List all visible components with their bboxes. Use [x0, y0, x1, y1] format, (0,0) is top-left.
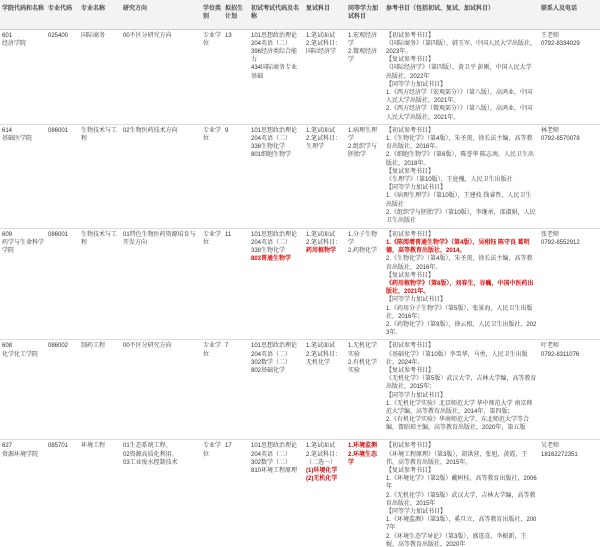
cell-text-line: 086001: [48, 127, 69, 134]
cell-text-line: 302数学（二）: [251, 459, 292, 466]
cell-text-line: 01生态系统工程、: [123, 443, 172, 450]
cell-text-line: 【初试参考书目】: [386, 127, 435, 134]
cell-text-line: 801细胞生物学: [251, 152, 292, 159]
cell-text-line: 803普通生物学: [251, 256, 292, 263]
retest-subjects-cell: [304, 440, 346, 547]
cell-text-line: 林老师: [541, 127, 560, 134]
exam-subjects-cell: [249, 340, 304, 440]
cell-text-line: 专业学位: [203, 231, 222, 246]
cell-text-line: 【同等学力加试书目】: [386, 297, 447, 304]
cell-text-line: 086001: [48, 231, 69, 238]
cell-text-line: 2.笔试科目：: [306, 135, 342, 142]
cell-text-line: 0792-8334029: [541, 40, 580, 47]
cell-text-line: 1.病理生理学: [348, 127, 378, 142]
cell-text-line: 国际经济学: [306, 48, 337, 55]
cell-text-line: 204英语（二）: [251, 239, 292, 246]
reference-books-cell: [384, 228, 539, 340]
cell-text-line: 生物技术与工程: [81, 127, 118, 142]
major-code-cell: [46, 340, 79, 440]
table-row: [0, 29, 600, 124]
header-retest: 复试科目: [304, 0, 346, 29]
cell-text-line: 【复试参考书目】: [386, 367, 435, 374]
cell-text-line: 204英语（二）: [251, 135, 292, 142]
cell-text-line: 614: [2, 127, 13, 134]
header-direction: 研究方向: [121, 0, 201, 29]
cell-text-line: 02资源高质化利用、: [123, 451, 178, 458]
cell-text-line: (1)环境化学: [306, 467, 338, 474]
cell-text-line: 338生物化学: [251, 248, 286, 255]
cell-text-line: 03工业废水控制技术: [123, 459, 178, 466]
cell-text-line: 【同等学力加试书目】: [386, 392, 447, 399]
cell-text-line: 0792-8311076: [541, 351, 580, 358]
degree-cell: [201, 440, 223, 547]
cell-text-line: 《无机化学》（第5版）武汉大学，吉林大学编，高等教育出版社，2015年；: [386, 376, 537, 391]
cell-text-line: 302数学（二）: [251, 359, 292, 366]
cell-text-line: 《国际商务》（第四版），韩玉军，中国人民大学出版社，2023年。: [386, 40, 537, 55]
extra-subjects-cell: [346, 228, 384, 340]
cell-text-line: 【复试参考书目】: [386, 467, 435, 474]
cell-text-line: 2.笔试科目：（二选一）: [306, 451, 342, 466]
cell-text-line: 叶老师: [541, 343, 560, 350]
cell-text-line: 1.《西方经济学（宏观部分）》（第八版），高鸿业，中国人民大学出版社，2021年。: [386, 89, 533, 105]
major-name-cell: [79, 29, 121, 124]
direction-cell: [121, 124, 201, 228]
plan-cell: [223, 340, 249, 440]
header-extra: 同等学力加试科目: [346, 0, 384, 29]
exam-subjects-cell: [249, 228, 304, 340]
table-row: [0, 124, 600, 228]
plan-cell: [223, 440, 249, 547]
cell-text-line: 2.《药物化学》（第9版），徐云根，人民卫生出版社，2023年。: [386, 321, 537, 337]
extra-subjects-cell: [346, 340, 384, 440]
direction-cell: [121, 340, 201, 440]
cell-text-line: 制药工程: [81, 343, 106, 350]
contact-cell: [539, 124, 600, 228]
retest-subjects-cell: [304, 340, 346, 440]
cell-text-line: 086002: [48, 343, 69, 350]
table-body: [0, 29, 600, 547]
cell-text-line: 化学化工学院: [2, 351, 39, 358]
header-exam: 初试考试代码及名称: [249, 0, 304, 29]
cell-text-line: 基础医学院: [2, 135, 33, 142]
degree-cell: [201, 29, 223, 124]
exam-subjects-cell: [249, 440, 304, 547]
cell-text-line: 02生物医药技术方向: [123, 127, 178, 134]
header-major-name: 专业名称: [79, 0, 121, 29]
cell-text-line: 1.《环境化学》（第2版）戴树桂，高等教育出版社，2006年: [386, 476, 537, 491]
cell-text-line: 【复试参考书目】: [386, 168, 435, 175]
college-cell: [0, 228, 46, 340]
exam-subjects-cell: [249, 29, 304, 124]
table-row: [0, 440, 600, 547]
cell-text-line: 【初试参考书目】: [386, 343, 435, 350]
major-name-cell: [79, 440, 121, 547]
cell-text-line: 1.笔试面试: [306, 32, 336, 39]
cell-text-line: 【同等学力加试书目】: [386, 81, 447, 88]
major-code-cell: [46, 440, 79, 547]
major-code-cell: [46, 228, 79, 340]
cell-text-line: 2.《细胞生物学》（第6版），陈誉华 陈志南，人民卫生出版社，2018年。: [386, 152, 535, 167]
cell-text-line: 627: [2, 443, 13, 450]
cell-text-line: 1.《病理生理学》（第10版），王建枝 钱睿哲，人民卫生出版社: [386, 193, 532, 208]
cell-text-line: 《环境工程原理》（第3版），胡洪营，张旭，黄霞，王伟，高等教育出版社，2015年。: [386, 451, 528, 466]
cell-text-line: 【初试参考书目】: [386, 32, 435, 39]
cell-text-line: 101思想政治理论: [251, 443, 298, 450]
cell-text-line: 11: [225, 231, 232, 238]
cell-text-line: 【同等学力加试书目】: [386, 185, 447, 192]
cell-text-line: 经济学院: [2, 40, 27, 47]
cell-text-line: 【复试参考书目】: [386, 57, 435, 64]
cell-text-line: 18162272351: [541, 451, 578, 458]
cell-text-line: 434国际商务专业基础: [251, 65, 298, 80]
major-code-cell: [46, 29, 79, 124]
cell-text-line: 生理学: [306, 144, 325, 151]
cell-text-line: 1.《药用分子生物学》（第5版），张景海，人民卫生出版社，2016年；: [386, 305, 533, 320]
degree-cell: [201, 124, 223, 228]
cell-text-line: 1.笔试面试: [306, 343, 336, 350]
cell-text-line: 资源环境学院: [2, 451, 39, 458]
cell-text-line: 1.环境监测: [348, 443, 378, 450]
major-name-cell: [79, 228, 121, 340]
cell-text-line: 1.无机化学实验: [348, 343, 378, 358]
cell-text-line: 00不区分研究方向: [123, 32, 172, 39]
cell-text-line: 【初试参考书目】: [386, 443, 435, 450]
cell-text-line: 2.笔试科目：: [306, 239, 342, 246]
extra-subjects-cell: [346, 124, 384, 228]
cell-text-line: 王老师: [541, 32, 560, 39]
plan-cell: [223, 29, 249, 124]
cell-text-line: 2.《生物化学》（第4版），朱圣庚，徐长法主编，高等教育出版社，2016年。: [386, 256, 533, 271]
extra-subjects-cell: [346, 440, 384, 547]
cell-text-line: 专业学位: [203, 32, 222, 47]
cell-text-line: 张老师: [541, 231, 560, 238]
cell-text-line: 2.《西方经济学（微观部分）》（第八版），高鸿业，中国人民大学出版社，2021年。: [386, 106, 533, 121]
cell-text-line: 1.笔试面试: [306, 443, 336, 450]
cell-text-line: 《国际经济学》（第四版），黄卫平 彭刚，中国人民大学出版社，2022年: [386, 65, 532, 80]
contact-cell: [539, 440, 600, 547]
plan-cell: [223, 124, 249, 228]
cell-text-line: 无机化学: [306, 359, 331, 366]
cell-text-line: 025400: [48, 32, 69, 39]
cell-text-line: 2.《无机化学》（第5版）武汉大学，吉林大学编，高等教育出版社，2015年: [386, 492, 536, 507]
header-college: 学院代码和名称: [0, 0, 46, 29]
cell-text-line: 2.《组织学与胚胎学》（第10版），李继承，邵淑娟，人民卫生出版社: [386, 209, 536, 224]
contact-cell: [539, 29, 600, 124]
cell-text-line: 810环境工程原理: [251, 467, 298, 474]
retest-subjects-cell: [304, 228, 346, 340]
college-cell: [0, 29, 46, 124]
cell-text-line: 1.宏观经济学: [348, 32, 378, 47]
cell-text-line: 吴老师: [541, 443, 560, 450]
major-code-cell: [46, 124, 79, 228]
plan-cell: [223, 228, 249, 340]
cell-text-line: 【复试参考书目】: [386, 272, 435, 279]
exam-subjects-cell: [249, 124, 304, 228]
table-row: [0, 340, 600, 440]
table-row: [0, 228, 600, 340]
cell-text-line: 专业学位: [203, 443, 222, 458]
cell-text-line: 609: [2, 231, 13, 238]
major-name-cell: [79, 340, 121, 440]
cell-text-line: 【同等学力加试书目】: [386, 509, 447, 515]
cell-text-line: 396经济类综合能力: [251, 48, 298, 64]
college-cell: [0, 124, 46, 228]
cell-text-line: (2)无机化学: [306, 476, 338, 483]
cell-text-line: 药学与生命科学学院: [2, 239, 45, 255]
retest-subjects-cell: [304, 124, 346, 228]
contact-cell: [539, 228, 600, 340]
cell-text-line: 2.笔试科目：: [306, 40, 342, 47]
cell-text-line: 204英语（二）: [251, 451, 292, 458]
cell-text-line: 0792-8552912: [541, 239, 580, 246]
cell-text-line: 《生理学》（第10版），王庭槐，人民卫生出版社: [386, 176, 513, 183]
cell-text-line: 药用植物学: [306, 248, 337, 255]
cell-text-line: 《基础化学》（第10版）李雪华，马勇，人民卫生出版社，2024年。: [386, 351, 528, 366]
cell-text-line: 101思想政治理论: [251, 343, 298, 350]
extra-subjects-cell: [346, 29, 384, 124]
cell-text-line: 环境工程: [81, 443, 106, 450]
cell-text-line: 802基础化学: [251, 367, 286, 374]
header-row: [0, 0, 600, 29]
cell-text-line: 1.笔试面试: [306, 231, 336, 238]
cell-text-line: 1.《环境监测》（第3版），奚旦立，高等教育出版社，2007年: [386, 517, 537, 532]
cell-text-line: 608: [2, 343, 13, 350]
cell-text-line: 1.《无机化学实验》北京师范大学 华中师范大学 南京师范大学编，高等教育出版社，2014年，第四版；: [386, 400, 533, 415]
cell-text-line: 专业学位: [203, 343, 222, 358]
cell-text-line: 601: [2, 32, 13, 39]
cell-text-line: 0792-8570078: [541, 135, 580, 142]
cell-text-line: 2.《有机化学实验》华南师范大学、东北师范大学等合编，曾昭琼主编，高等教育出版社，2020年，第五版: [386, 417, 530, 432]
direction-cell: [121, 29, 201, 124]
cell-text-line: 204英语（二）: [251, 351, 292, 358]
cell-text-line: 01特色生物医药资源培育与开发方向: [123, 231, 196, 246]
cell-text-line: 【初试参考书目】: [386, 231, 435, 238]
cell-text-line: 7: [225, 343, 229, 350]
cell-text-line: 17: [225, 443, 232, 450]
cell-text-line: 1.分子生物学: [348, 231, 378, 246]
header-refs: 参考书目（包括初试、复试、加试科目）: [384, 0, 539, 29]
degree-cell: [201, 340, 223, 440]
cell-text-line: 国际商务: [81, 32, 106, 39]
cell-text-line: 13: [225, 32, 232, 39]
cell-text-line: 101思想政治理论: [251, 32, 298, 39]
college-cell: [0, 340, 46, 440]
header-degree: 学位类别: [201, 0, 223, 29]
reference-books-cell: [384, 29, 539, 124]
reference-books-cell: [384, 440, 539, 547]
cell-text-line: 204英语（二）: [251, 40, 292, 47]
direction-cell: [121, 228, 201, 340]
cell-text-line: 生物技术与工程: [81, 231, 118, 246]
cell-text-line: 2.组织学与胚胎学: [348, 144, 378, 159]
header-plan: 拟招生计划: [223, 0, 249, 29]
cell-text-line: 2.笔试科目：: [306, 351, 342, 358]
cell-text-line: 9: [225, 127, 229, 134]
cell-text-line: 2.《环境生态学导论》（第3版），盛连喜，李振新，王娓，高等教育出版社，2020年: [386, 533, 527, 547]
cell-text-line: 2.有机化学实验: [348, 359, 378, 374]
cell-text-line: 2.环境生态学: [348, 451, 378, 466]
retest-subjects-cell: [304, 29, 346, 124]
college-cell: [0, 440, 46, 547]
cell-text-line: 专业学位: [203, 127, 222, 142]
cell-text-line: 2.药物化学: [348, 248, 378, 255]
cell-text-line: 101思想政治理论: [251, 231, 298, 238]
contact-cell: [539, 340, 600, 440]
cell-text-line: 1.笔试面试: [306, 127, 336, 134]
degree-cell: [201, 228, 223, 340]
cell-text-line: 00不区分研究方向: [123, 343, 172, 350]
cell-text-line: 101思想政治理论: [251, 127, 298, 134]
reference-books-cell: [384, 340, 539, 440]
cell-text-line: 1.《陈阅增普通生物学》（第4版），吴相钰 陈守良 葛明德，高等教育出版社，2014。: [386, 239, 530, 255]
cell-text-line: 2.微观经济学: [348, 48, 378, 64]
reference-books-cell: [384, 124, 539, 228]
cell-text-line: 《药用植物学》（第8版），刘春生，谷巍，中国中医药出版社，2021年。: [386, 280, 534, 296]
cell-text-line: 338生物化学: [251, 144, 286, 151]
cell-text-line: 1.《生物化学》（第4版），朱圣庚，徐长法主编，高等教育出版社，2016年。: [386, 135, 533, 151]
cell-text-line: 085701: [48, 443, 69, 450]
major-name-cell: [79, 124, 121, 228]
direction-cell: [121, 440, 201, 547]
header-contact: 联系人及电话: [539, 0, 600, 29]
header-major-code: 专业代码: [46, 0, 79, 29]
